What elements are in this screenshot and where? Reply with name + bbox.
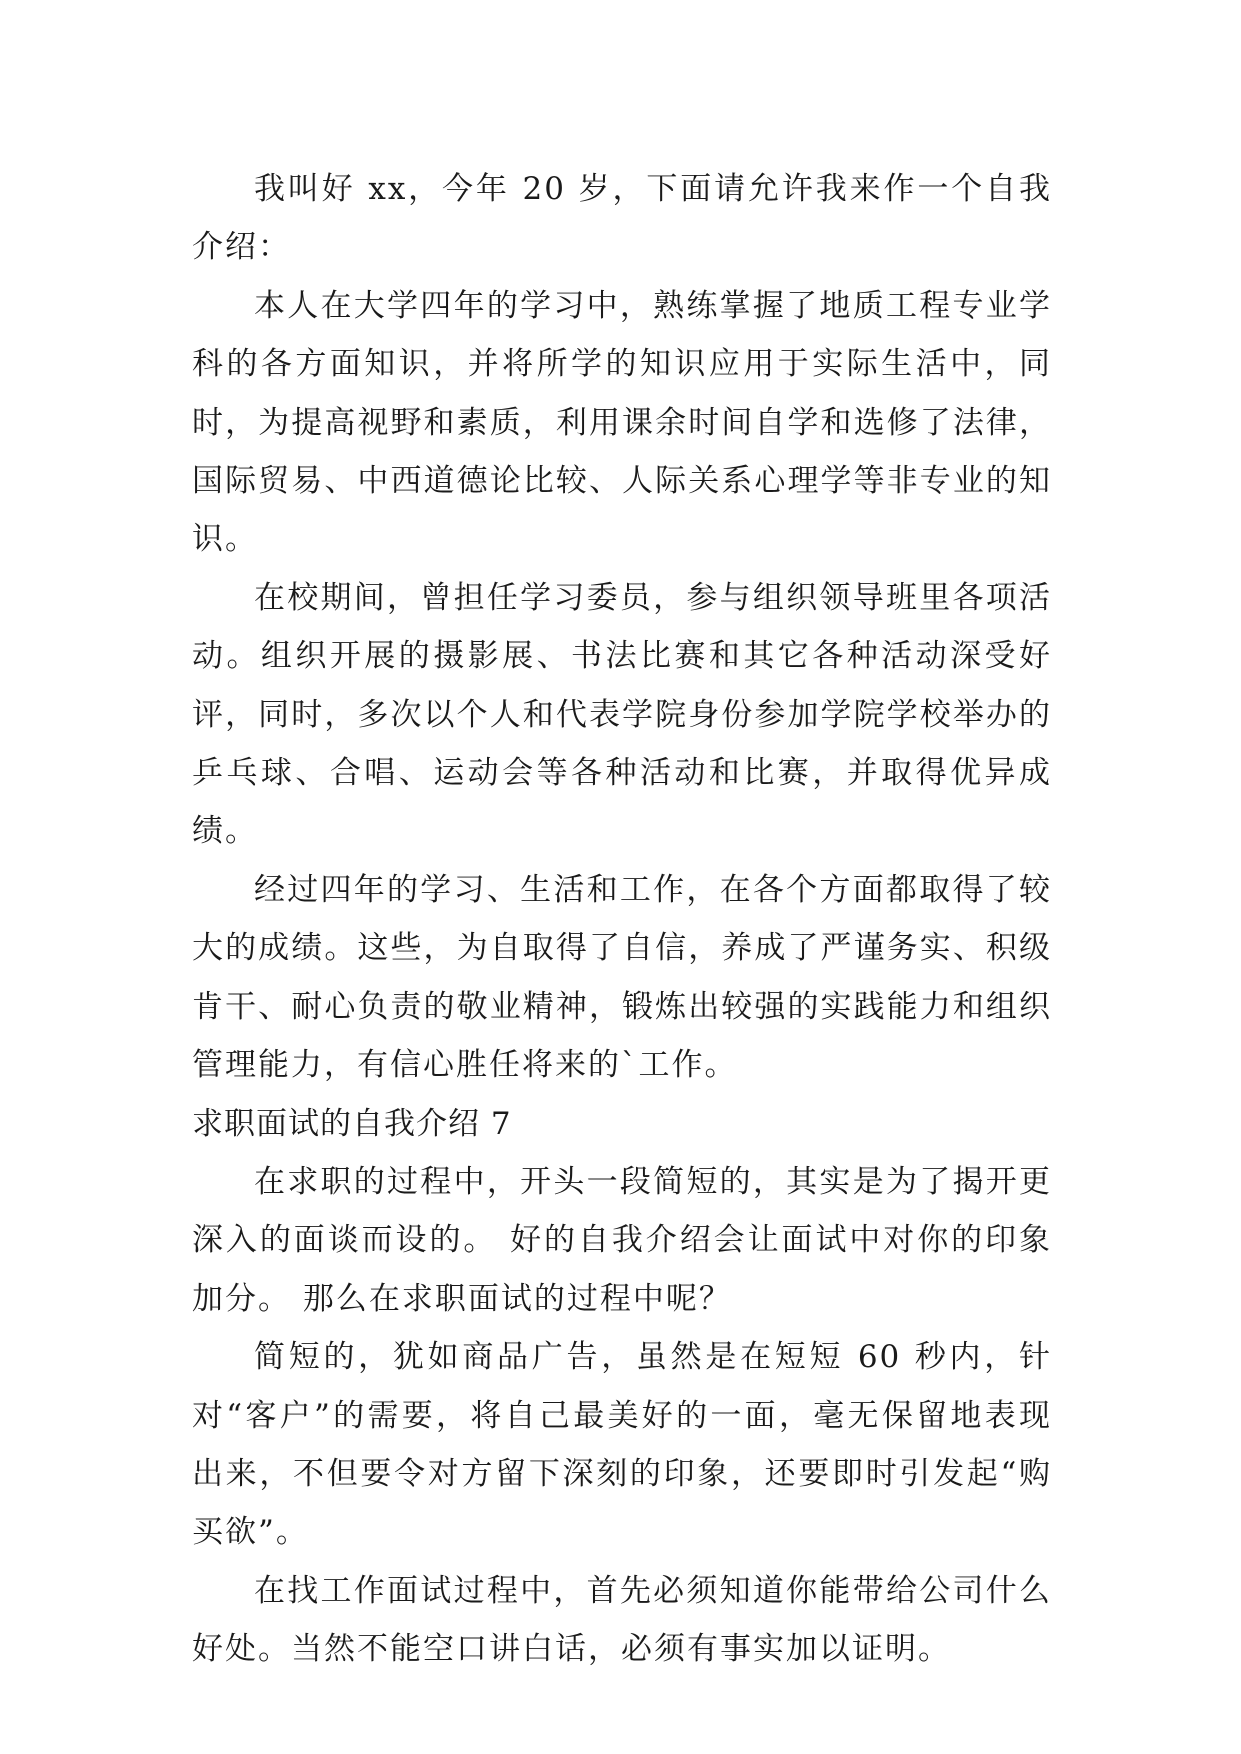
paragraph-campus: 在校期间，曾担任学习委员，参与组织领导班里各项活动。组织开展的摄影展、书法比赛和其它各种活动深受好评，同时，多次以个人和代表学院身份参加学院学校举办的乒乓球、合唱、运动会等各种活动和比赛，并取得优异成绩。 [192,579,1052,850]
document-body [192,160,1052,1679]
section-heading: 求职面试的自我介绍 7 [192,1105,512,1142]
paragraph-benefits: 在找工作面试过程中，首先必须知道你能带给公司什么好处。当然不能空口讲白话，必须有事实加以证明。 [192,1572,1052,1668]
paragraph-summary: 经过四年的学习、生活和工作，在各个方面都取得了较大的成绩。这些，为自取得了自信，养成了严谨务实、积级肯干、耐心负责的敬业精神，锻炼出较强的实践能力和组织管理能力，有信心胜任将来的`工作。 [192,871,1052,1084]
paragraph-advertisement: 简短的，犹如商品广告，虽然是在短短 60 秒内，针对“客户”的需要，将自己最美好的一面，毫无保留地表现出来，不但要令对方留下深刻的印象，还要即时引发起“购买欲”。 [192,1339,1052,1551]
paragraph-study: 本人在大学四年的学习中，熟练掌握了地质工程专业学科的各方面知识，并将所学的知识应用于实际生活中，同时，为提高视野和素质，利用课余时间自学和选修了法律，国际贸易、中西道德论比较、人际关系心理学等非专业的知识。 [192,287,1052,558]
paragraph-interview-opening: 在求职的过程中，开头一段简短的，其实是为了揭开更深入的面谈而设的。 好的自我介绍会让面试中对你的印象加分。 那么在求职面试的过程中呢？ [192,1163,1052,1317]
paragraph-intro: 我叫好 xx，今年 20 岁，下面请允许我来作一个自我介绍： [192,171,1052,266]
